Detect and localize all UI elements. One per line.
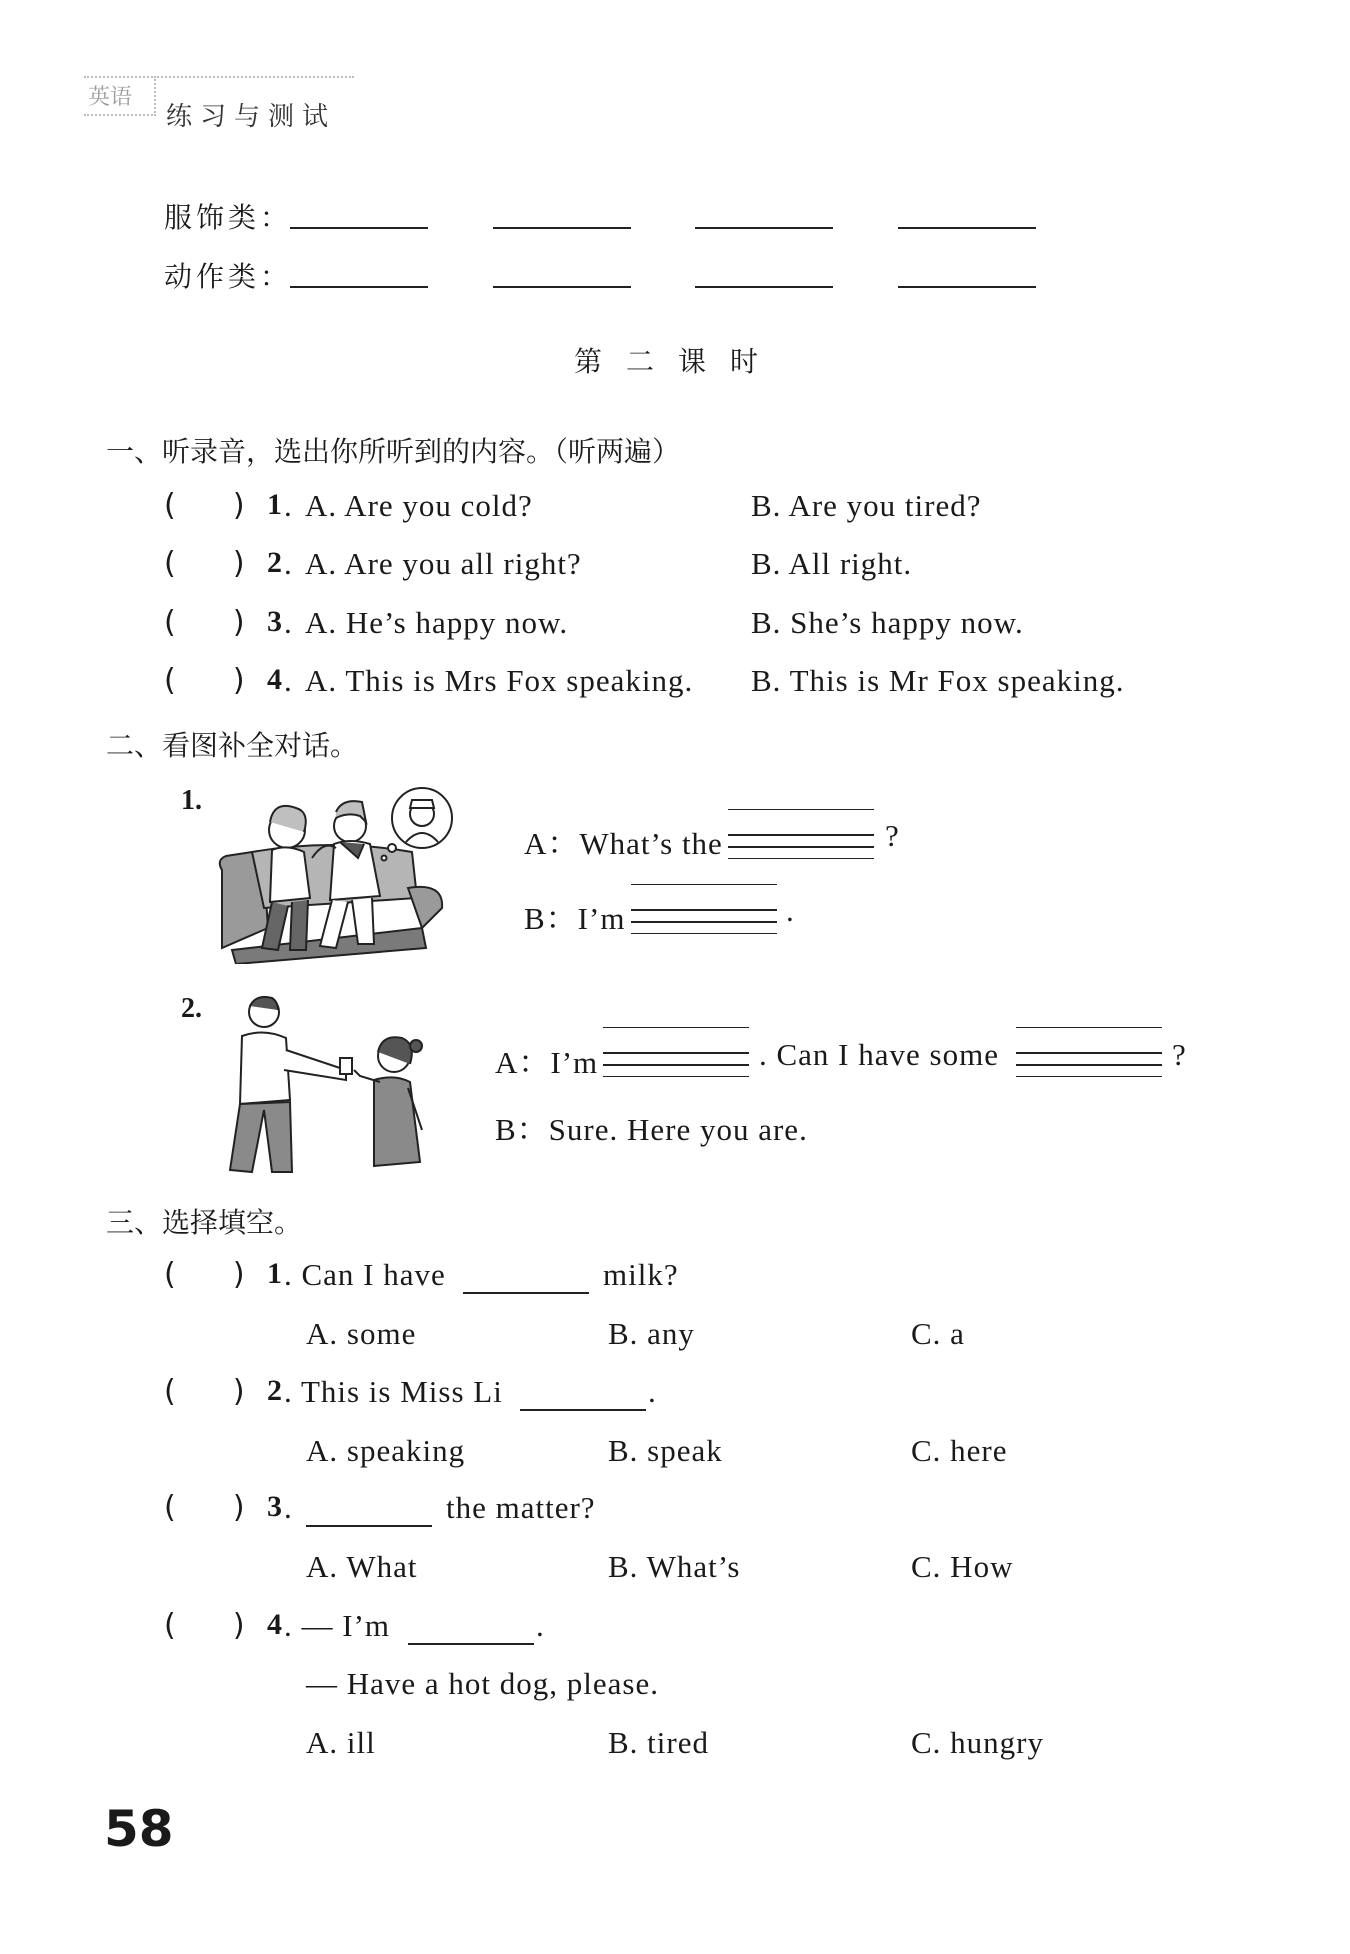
sofa-illustration bbox=[212, 778, 464, 964]
question-stem: . bbox=[284, 1490, 293, 1525]
vocab-blank[interactable] bbox=[493, 227, 631, 229]
writing-line bbox=[728, 809, 874, 810]
answer-parentheses[interactable]: ( ) bbox=[164, 1257, 245, 1292]
page-number: 58 bbox=[104, 1800, 174, 1858]
item-number: 4 bbox=[267, 663, 282, 696]
item-number: 2 bbox=[267, 546, 282, 579]
dialogue1-b-blank[interactable] bbox=[631, 909, 777, 923]
option-a: A. He’s happy now. bbox=[305, 605, 569, 640]
item-number: 1 bbox=[267, 488, 282, 521]
writing-line bbox=[603, 1027, 749, 1028]
choice-a: A. What bbox=[306, 1549, 418, 1584]
question-stem: . — I’m bbox=[284, 1608, 391, 1643]
question-number: 4 bbox=[267, 1608, 282, 1641]
choice-b: B. What’s bbox=[608, 1549, 741, 1584]
dialogue2-a-mid: . Can I have some bbox=[759, 1037, 999, 1072]
man-and-girl-illustration bbox=[212, 990, 440, 1174]
answer-blank[interactable] bbox=[463, 1292, 589, 1294]
dialogue2-b-text: B：Sure. Here you are. bbox=[495, 1112, 808, 1147]
answer-blank[interactable] bbox=[306, 1525, 432, 1527]
dialogue1-b-text: B：I’m bbox=[524, 901, 626, 936]
period: . bbox=[786, 893, 795, 928]
vocab-blank[interactable] bbox=[695, 286, 833, 288]
option-b: B. All right. bbox=[751, 546, 913, 581]
header-book-title: 练习与测试 bbox=[166, 102, 337, 132]
option-a: A. This is Mrs Fox speaking. bbox=[305, 663, 694, 698]
section1-title: 一、听录音，选出你所听到的内容。（听两遍） bbox=[106, 435, 681, 468]
choice-b: B. any bbox=[608, 1316, 695, 1351]
section3-title: 三、选择填空。 bbox=[106, 1206, 303, 1239]
question-number: 2 bbox=[267, 1374, 282, 1407]
option-b: B. Are you tired? bbox=[751, 488, 982, 523]
question-number: 1 bbox=[267, 1257, 282, 1290]
question-line2: — Have a hot dog, please. bbox=[306, 1666, 659, 1701]
writing-line bbox=[1016, 1076, 1162, 1077]
question-mark: ? bbox=[885, 818, 900, 853]
question-stem-end: . bbox=[536, 1608, 545, 1643]
choice-c: C. a bbox=[911, 1316, 965, 1351]
writing-line bbox=[603, 1076, 749, 1077]
question-stem-end: the matter? bbox=[446, 1490, 596, 1525]
writing-line bbox=[728, 858, 874, 859]
answer-parentheses[interactable]: ( ) bbox=[164, 605, 245, 640]
vocab-blank[interactable] bbox=[290, 227, 428, 229]
choice-a: A. ill bbox=[306, 1725, 376, 1760]
question-stem-end: milk? bbox=[603, 1257, 679, 1292]
dialogue-number: 2. bbox=[181, 993, 202, 1024]
writing-line bbox=[1016, 1027, 1162, 1028]
dialogue-number: 1. bbox=[181, 785, 202, 816]
dialogue2-a-text: A：I’m bbox=[495, 1045, 599, 1080]
question-mark: ? bbox=[1172, 1037, 1187, 1072]
choice-c: C. How bbox=[911, 1549, 1014, 1584]
choice-b: B. speak bbox=[608, 1433, 723, 1468]
answer-parentheses[interactable]: ( ) bbox=[164, 1608, 245, 1643]
vocab-label-clothing: 服饰类： bbox=[164, 201, 293, 234]
option-a: A. Are you all right? bbox=[305, 546, 582, 581]
dialogue1-a-text: A：What’s the bbox=[524, 826, 723, 861]
answer-parentheses[interactable]: ( ) bbox=[164, 546, 245, 581]
answer-blank[interactable] bbox=[408, 1643, 534, 1645]
dialogue1-a-blank[interactable] bbox=[728, 834, 874, 848]
vocab-blank[interactable] bbox=[898, 227, 1036, 229]
answer-parentheses[interactable]: ( ) bbox=[164, 1374, 245, 1409]
vocab-label-actions: 动作类： bbox=[164, 260, 293, 293]
vocab-blank[interactable] bbox=[290, 286, 428, 288]
question-number: 3 bbox=[267, 1490, 282, 1523]
answer-blank[interactable] bbox=[520, 1409, 646, 1411]
lesson-title: 第二课时 bbox=[574, 345, 783, 378]
answer-parentheses[interactable]: ( ) bbox=[164, 1490, 245, 1525]
writing-line bbox=[631, 884, 777, 885]
option-b: B. This is Mr Fox speaking. bbox=[751, 663, 1125, 698]
question-stem: . Can I have bbox=[284, 1257, 446, 1292]
choice-a: A. speaking bbox=[306, 1433, 466, 1468]
vocab-blank[interactable] bbox=[493, 286, 631, 288]
item-number: 3 bbox=[267, 605, 282, 638]
option-b: B. She’s happy now. bbox=[751, 605, 1024, 640]
header-dotted-rule bbox=[154, 76, 354, 78]
answer-parentheses[interactable]: ( ) bbox=[164, 663, 245, 698]
dialogue2-a-blank-2[interactable] bbox=[1016, 1052, 1162, 1066]
option-a: A. Are you cold? bbox=[305, 488, 533, 523]
header-subject: 英语 bbox=[88, 85, 133, 110]
choice-b: B. tired bbox=[608, 1725, 709, 1760]
choice-c: C. here bbox=[911, 1433, 1008, 1468]
choice-c: C. hungry bbox=[911, 1725, 1044, 1760]
section2-title: 二、看图补全对话。 bbox=[106, 729, 359, 762]
question-stem-end: . bbox=[648, 1374, 657, 1409]
vocab-blank[interactable] bbox=[898, 286, 1036, 288]
answer-parentheses[interactable]: ( ) bbox=[164, 488, 245, 523]
dialogue2-a-blank-1[interactable] bbox=[603, 1052, 749, 1066]
writing-line bbox=[631, 933, 777, 934]
question-stem: . This is Miss Li bbox=[284, 1374, 503, 1409]
vocab-blank[interactable] bbox=[695, 227, 833, 229]
choice-a: A. some bbox=[306, 1316, 417, 1351]
